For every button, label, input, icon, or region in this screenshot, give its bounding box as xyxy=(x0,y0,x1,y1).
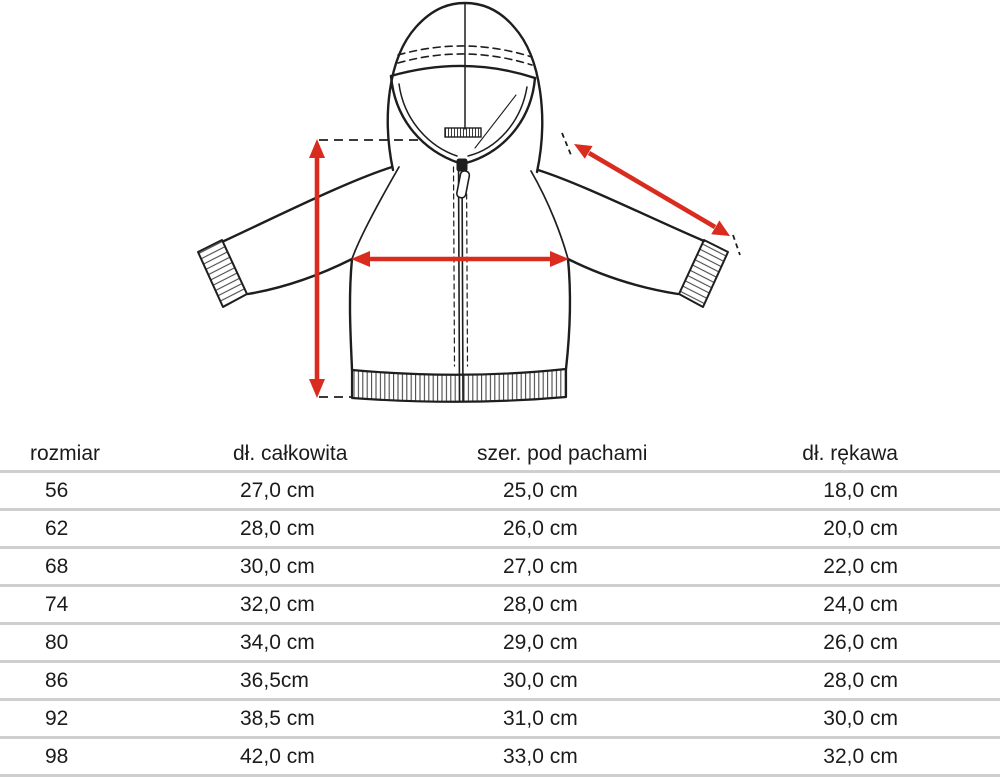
cell-sleeve-length: 26,0 cm xyxy=(730,624,1000,662)
cell-sleeve-length: 32,0 cm xyxy=(730,738,1000,776)
cell-chest-width: 33,0 cm xyxy=(440,738,730,776)
cell-size: 92 xyxy=(0,700,170,738)
left-cuff-rib xyxy=(198,240,247,307)
cell-size: 74 xyxy=(0,586,170,624)
cell-size: 80 xyxy=(0,624,170,662)
left-sleeve-top-edge xyxy=(224,167,392,241)
cell-size: 86 xyxy=(0,662,170,700)
cell-total-length: 34,0 cm xyxy=(170,624,440,662)
col-header-total-length: dł. całkowita xyxy=(170,438,440,472)
cell-sleeve-length: 24,0 cm xyxy=(730,586,1000,624)
cuff-tick-dashed xyxy=(733,235,740,255)
cell-size: 68 xyxy=(0,548,170,586)
cell-chest-width: 28,0 cm xyxy=(440,586,730,624)
col-header-size: rozmiar xyxy=(0,438,170,472)
table-row xyxy=(0,624,1000,662)
cell-total-length: 38,5 cm xyxy=(170,700,440,738)
cell-sleeve-length: 22,0 cm xyxy=(730,548,1000,586)
cell-size: 98 xyxy=(0,738,170,776)
table-row xyxy=(0,472,1000,510)
cell-total-length: 30,0 cm xyxy=(170,548,440,586)
chest-width-arrow xyxy=(351,251,569,267)
shoulder-tick-dashed xyxy=(562,133,571,155)
col-header-chest-width: szer. pod pachami xyxy=(440,438,730,472)
cell-sleeve-length: 18,0 cm xyxy=(730,472,1000,510)
cell-sleeve-length: 28,0 cm xyxy=(730,662,1000,700)
table-row xyxy=(0,662,1000,700)
cell-chest-width: 25,0 cm xyxy=(440,472,730,510)
cell-sleeve-length: 30,0 cm xyxy=(730,700,1000,738)
cell-chest-width: 30,0 cm xyxy=(440,662,730,700)
right-raglan-seam xyxy=(531,171,568,259)
cell-total-length: 27,0 cm xyxy=(170,472,440,510)
hood-opening-right-edge xyxy=(466,78,535,163)
table-row xyxy=(0,586,1000,624)
cell-total-length: 36,5cm xyxy=(170,662,440,700)
cell-chest-width: 26,0 cm xyxy=(440,510,730,548)
neck-rib-band xyxy=(445,128,481,137)
table-row xyxy=(0,700,1000,738)
cell-size: 56 xyxy=(0,472,170,510)
col-header-sleeve-length: dł. rękawa xyxy=(730,438,1000,472)
cell-total-length: 28,0 cm xyxy=(170,510,440,548)
right-sleeve-bottom-edge xyxy=(568,259,678,294)
right-torso-edge xyxy=(566,259,570,369)
zipper xyxy=(454,159,471,401)
measurement-guides xyxy=(319,133,740,397)
hood-opening-left-edge xyxy=(391,76,459,163)
table-row xyxy=(0,548,1000,586)
zipper-slider xyxy=(457,159,467,171)
left-raglan-seam xyxy=(352,167,399,259)
cell-total-length: 32,0 cm xyxy=(170,586,440,624)
table-header-row xyxy=(0,438,1000,472)
left-sleeve-bottom-edge xyxy=(248,259,352,294)
cell-size: 62 xyxy=(0,510,170,548)
cell-chest-width: 29,0 cm xyxy=(440,624,730,662)
cell-sleeve-length: 20,0 cm xyxy=(730,510,1000,548)
size-table xyxy=(0,438,1000,777)
sleeve-length-arrow xyxy=(574,144,730,236)
hood-rim xyxy=(391,66,535,78)
cell-chest-width: 27,0 cm xyxy=(440,548,730,586)
cell-total-length: 42,0 cm xyxy=(170,738,440,776)
cell-chest-width: 31,0 cm xyxy=(440,700,730,738)
hood-crease xyxy=(475,95,516,148)
left-torso-edge xyxy=(350,259,352,370)
right-cuff-rib xyxy=(679,240,728,307)
measurement-arrows xyxy=(309,139,730,398)
table-row xyxy=(0,510,1000,548)
total-length-arrow xyxy=(309,139,325,398)
